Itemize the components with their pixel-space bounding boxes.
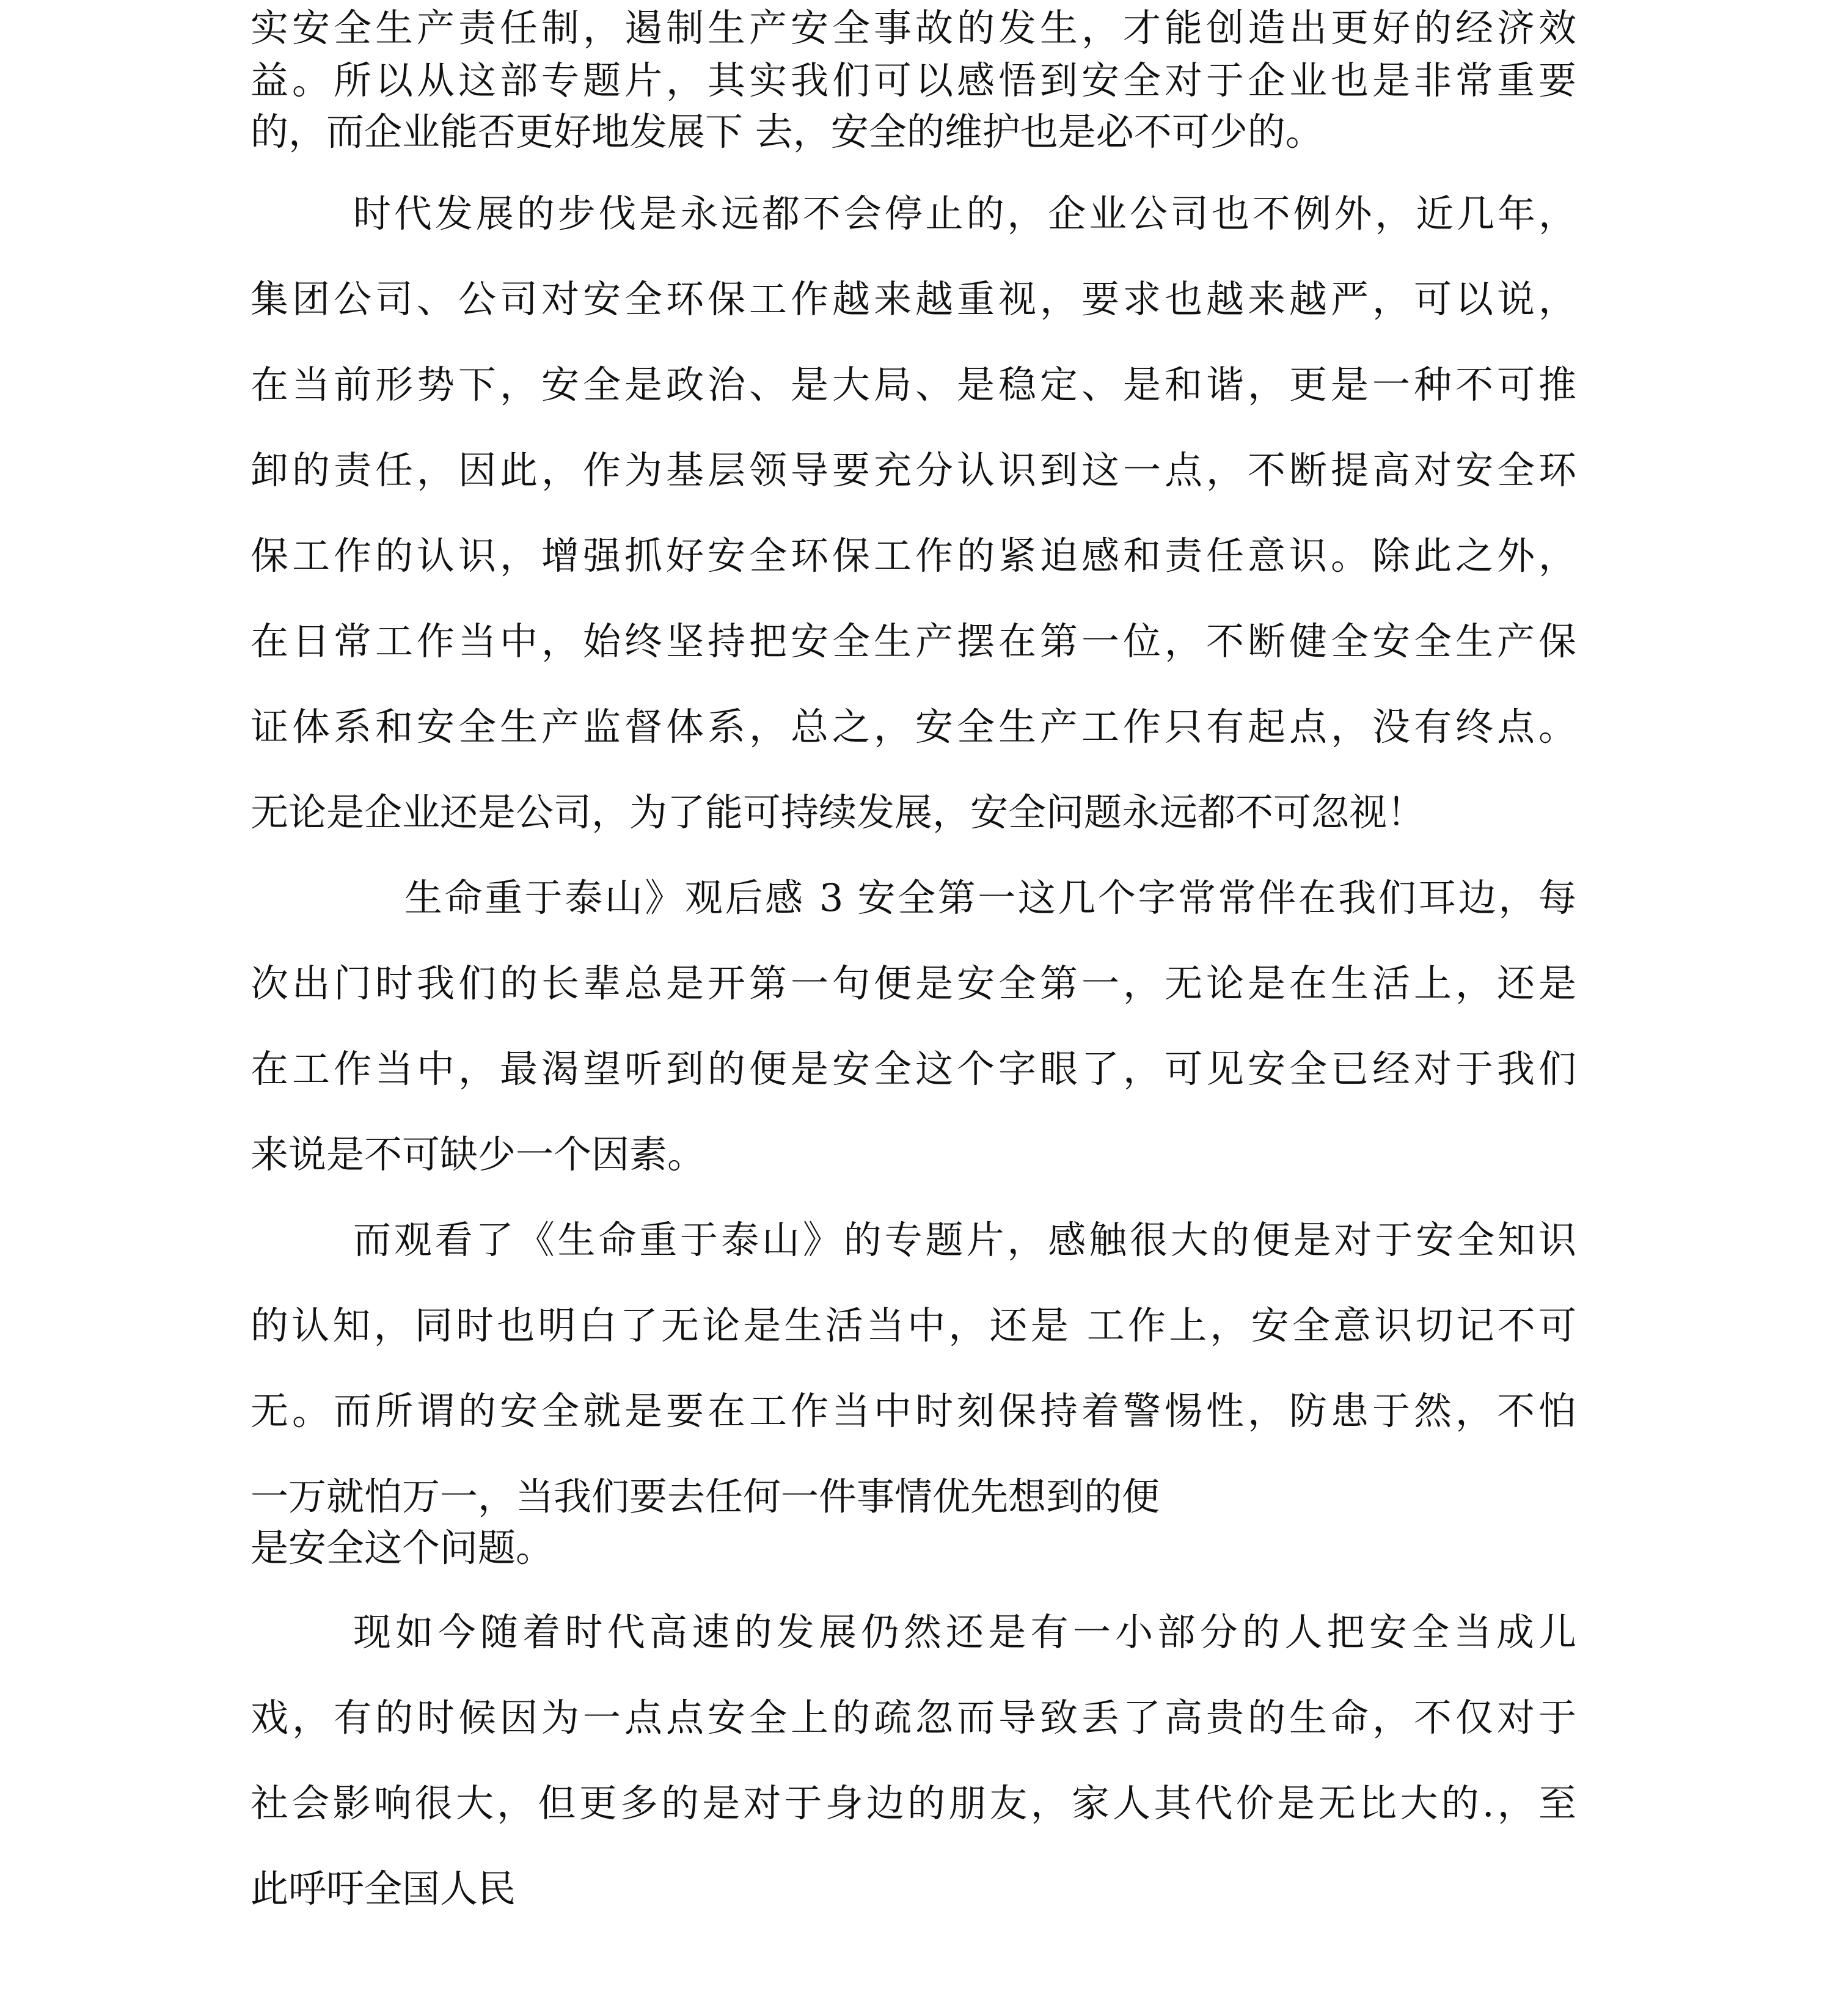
paragraph-first-line: 而观看了《生命重于泰山》的专题片，感触很大的便是对于安全知识 (353, 1218, 1576, 1262)
text-line: 实安全生产责任制，遏制生产安全事故的发生，才能创造出更好的经济效 (251, 5, 1576, 50)
text-line: 在工作当中，最渴望听到的便是安全这个字眼了，可见安全已经对于我们 (251, 1046, 1576, 1091)
text-line: 在当前形势下，安全是政治、是大局、是稳定、是和谐，更是一种不可推 (251, 362, 1576, 407)
text-line: 此呼吁全国人民 (251, 1866, 516, 1911)
paragraph-first-line: 生命重于泰山》观后感 3 安全第一这几个字常常伴在我们耳边，每 (404, 875, 1576, 920)
text-line: 来说是不可缺少一个因素。 (251, 1132, 706, 1177)
text-line: 无论是企业还是公司，为了能可持续发展，安全问题永远都不可忽视！ (251, 790, 1425, 835)
text-line: 次出门时我们的长辈总是开第一句便是安全第一，无论是在生活上，还是 (251, 961, 1576, 1006)
text-line: 的，而企业能否更好地发展下 去，安全的维护也是必不可少的。 (251, 109, 1323, 154)
text-line: 一万就怕万一，当我们要去任何一件事情优先想到的便 (251, 1474, 1160, 1519)
text-line: 是安全这个问题。 (251, 1525, 554, 1570)
text-line: 的认知，同时也明白了无论是生活当中，还是 工作上，安全意识切记不可 (251, 1303, 1576, 1348)
text-line: 卸的责任，因此，作为基层领导要充分认识到这一点，不断提高对安全环 (251, 448, 1576, 492)
paragraph-first-line: 现如今随着时代高速的发展仍然还是有一小部分的人把安全当成儿 (353, 1610, 1576, 1654)
paragraph-first-line: 时代发展的步伐是永远都不会停止的，企业公司也不例外，近几年， (353, 191, 1576, 236)
text-line: 益。所以从这部专题片，其实我们可以感悟到安全对于企业也是非常重要 (251, 58, 1576, 103)
text-line: 证体系和安全生产监督体系，总之，安全生产工作只有起点，没有终点。 (251, 704, 1576, 749)
text-line: 保工作的认识，增强抓好安全环保工作的紧迫感和责任意识。除此之外， (251, 533, 1576, 578)
text-line: 社会影响很大，但更多的是对于身边的朋友，家人其代价是无比大的.，至 (251, 1781, 1576, 1825)
text-line: 集团公司、公司对安全环保工作越来越重视，要求也越来越严，可以说， (251, 277, 1576, 321)
text-line: 无。而所谓的安全就是要在工作当中时刻保持着警惕性，防患于然，不怕 (251, 1389, 1576, 1433)
text-line: 戏，有的时候因为一点点安全上的疏忽而导致丢了高贵的生命，不仅对于 (251, 1695, 1576, 1740)
text-line: 在日常工作当中，始终坚持把安全生产摆在第一位，不断健全安全生产保 (251, 619, 1576, 663)
